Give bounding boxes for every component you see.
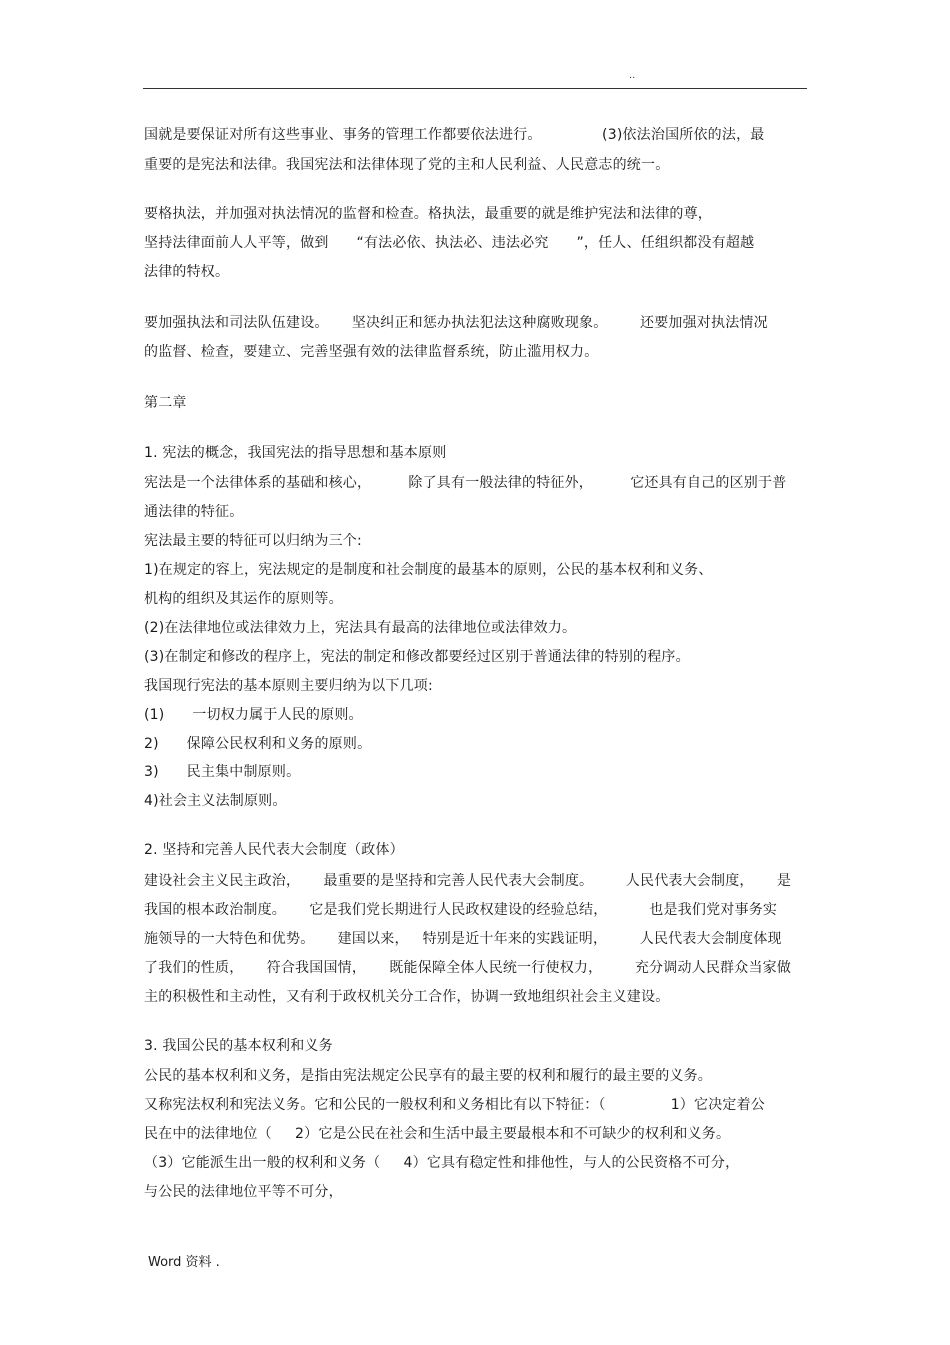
text-line: 公民的基本权利和义务，是指由宪法规定公民享有的最主要的权利和履行的最主要的义务。 xyxy=(144,1068,712,1084)
list-item: 3) 民主集中制原则。 xyxy=(144,764,301,780)
text-line: 了我们的性质， 符合我国国情， 既能保障全体人民统一行使权力， 充分调动人民群众当家做 xyxy=(144,960,792,976)
text-line: 通法律的特征。 xyxy=(144,504,244,520)
text-line: 民在中的法律地位（ 2）它是公民在社会和生活中最主要最根本和不可缺少的权利和义务。 xyxy=(144,1126,731,1142)
text-line: 主的积极性和主动性，又有利于政权机关分工合作，协调一致地组织社会主义建设。 xyxy=(144,989,670,1005)
text-line: (2)在法律地位或法律效力上，宪法具有最高的法律地位或法律效力。 xyxy=(144,620,577,636)
text-line: 的监督、检查，要建立、完善坚强有效的法律监督系统，防止滥用权力。 xyxy=(144,344,599,360)
text-line: 要格执法，并加强对执法情况的监督和检查。格执法，最重要的就是维护宪法和法律的尊， xyxy=(144,206,712,222)
text-line: 坚持法律面前人人平等，做到 “有法必依、执法必、违法必究 ”，任人、任组织都没有超越 xyxy=(144,235,755,251)
text-line: 1)在规定的容上，宪法规定的是制度和社会制度的最基本的原则，公民的基本权利和义务、 xyxy=(144,562,713,578)
section-heading: 3. 我国公民的基本权利和义务 xyxy=(144,1038,333,1054)
header-mark: .. xyxy=(629,70,636,81)
section-heading: 1. 宪法的概念，我国宪法的指导思想和基本原则 xyxy=(144,445,447,461)
text-line: 重要的是宪法和法律。我国宪法和法律体现了党的主和人民利益、人民意志的统一。 xyxy=(144,157,670,173)
list-item: 4)社会主义法制原则。 xyxy=(144,793,287,809)
text-line: (3)在制定和修改的程序上，宪法的制定和修改都要经过区别于普通法律的特别的程序。 xyxy=(144,649,690,665)
list-item: 2) 保障公民权利和义务的原则。 xyxy=(144,736,372,752)
text-line: 宪法是一个法律体系的基础和核心， 除了具有一般法律的特征外， 它还具有自己的区别于普 xyxy=(144,475,787,491)
chapter-heading: 第二章 xyxy=(144,395,187,411)
header-rule xyxy=(143,88,807,89)
text-line: 机构的组织及其运作的原则等。 xyxy=(144,591,343,607)
footer-text: Word 资料 . xyxy=(148,1255,220,1270)
text-line: 又称宪法权利和宪法义务。它和公民的一般权利和义务相比有以下特征：（ 1）它决定着公 xyxy=(144,1097,766,1113)
text-line: 建设社会主义民主政治， 最重要的是坚持和完善人民代表大会制度。 人民代表大会制度， 是 xyxy=(144,873,792,889)
text-line: 我国现行宪法的基本原则主要归纳为以下几项: xyxy=(144,678,433,694)
text-line: 施领导的一大特色和优势。 建国以来， 特别是近十年来的实践证明， 人民代表大会制度体现 xyxy=(144,931,782,947)
list-item: (1) 一切权力属于人民的原则。 xyxy=(144,707,363,723)
text-line: 要加强执法和司法队伍建设。 坚决纠正和惩办执法犯法这种腐败现象。 还要加强对执法情况 xyxy=(144,315,768,331)
section-heading: 2. 坚持和完善人民代表大会制度（政体） xyxy=(144,842,404,858)
text-line: （3）它能派生出一般的权利和义务（ 4）它具有稳定性和排他性，与人的公民资格不可分， xyxy=(144,1155,740,1171)
text-line: 与公民的法律地位平等不可分， xyxy=(144,1184,343,1200)
text-line: 我国的根本政治制度。 它是我们党长期进行人民政权建设的经验总结， 也是我们党对事务实 xyxy=(144,902,778,918)
text-line: 法律的特权。 xyxy=(144,264,230,280)
text-line: 宪法最主要的特征可以归纳为三个: xyxy=(144,533,362,549)
text-line: 国就是要保证对所有这些事业、事务的管理工作都要依法进行。 (3)依法治国所依的法，最 xyxy=(144,127,765,143)
